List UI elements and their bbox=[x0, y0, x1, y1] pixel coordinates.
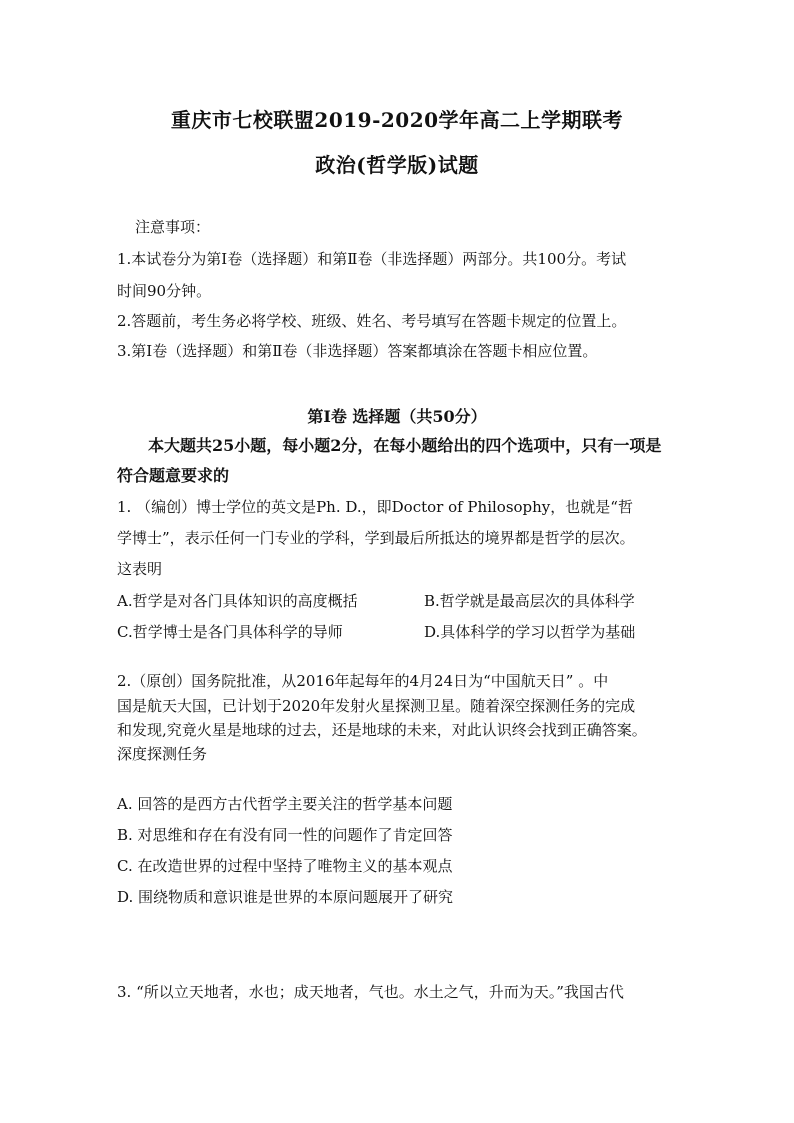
q2-line-1: 2.（原创）国务院批准，从2016年起每年的4月24日为“中国航天日” 。中 bbox=[117, 672, 609, 690]
section-instruction-2: 符合题意要求的 bbox=[117, 466, 230, 485]
q2-line-3: 和发现,究竟火星是地球的过去，还是地球的未来，对此认识终会找到正确答案。 bbox=[117, 721, 647, 739]
q2-option-c: C. 在改造世界的过程中坚持了唯物主义的基本观点 bbox=[117, 857, 453, 875]
q1-line-1: 1. （编创）博士学位的英文是Ph. D.，即Doctor of Philosophy，也就是“哲 bbox=[117, 498, 633, 516]
q2-line-4: 深度探测任务 bbox=[117, 745, 208, 763]
q2-line-2: 国是航天大国，已计划于2020年发射火星探测卫星。随着深空探测任务的完成 bbox=[117, 697, 636, 715]
note-line-1: 1.本试卷分为第Ⅰ卷（选择题）和第Ⅱ卷（非选择题）两部分。共100分。考试 bbox=[117, 250, 627, 268]
q3-line-1: 3. “所以立天地者，水也；成天地者，气也。水土之气，升而为天。”我国古代 bbox=[117, 983, 624, 1001]
section-title: 第Ⅰ卷 选择题（共50分） bbox=[307, 407, 487, 426]
section-instruction-1: 本大题共25小题，每小题2分，在每小题给出的四个选项中，只有一项是 bbox=[148, 436, 662, 455]
q1-option-c: C.哲学博士是各门具体科学的导师 bbox=[117, 623, 343, 641]
note-line-4: 3.第Ⅰ卷（选择题）和第Ⅱ卷（非选择题）答案都填涂在答题卡相应位置。 bbox=[117, 342, 598, 360]
q1-line-3: 这表明 bbox=[117, 560, 163, 578]
exam-subtitle: 政治(哲学版)试题 bbox=[315, 153, 479, 177]
q2-option-d: D. 围绕物质和意识谁是世界的本原问题展开了研究 bbox=[117, 888, 454, 906]
q2-option-b: B. 对思维和存在有没有同一性的问题作了肯定回答 bbox=[117, 826, 453, 844]
exam-title: 重庆市七校联盟2019-2020学年高二上学期联考 bbox=[170, 108, 624, 132]
q1-line-2: 学博士”，表示任何一门专业的学科，学到最后所抵达的境界都是哲学的层次。 bbox=[117, 529, 635, 547]
note-line-3: 2.答题前，考生务必将学校、班级、姓名、考号填写在答题卡规定的位置上。 bbox=[117, 312, 627, 330]
q1-option-b: B.哲学就是最高层次的具体科学 bbox=[424, 592, 635, 610]
q1-option-a: A.哲学是对各门具体知识的高度概括 bbox=[117, 592, 358, 610]
q2-option-a: A. 回答的是西方古代哲学主要关注的哲学基本问题 bbox=[117, 795, 453, 813]
note-line-2: 时间90分钟。 bbox=[117, 282, 212, 300]
notes-heading: 注意事项： bbox=[135, 218, 211, 236]
q1-option-d: D.具体科学的学习以哲学为基础 bbox=[424, 623, 636, 641]
